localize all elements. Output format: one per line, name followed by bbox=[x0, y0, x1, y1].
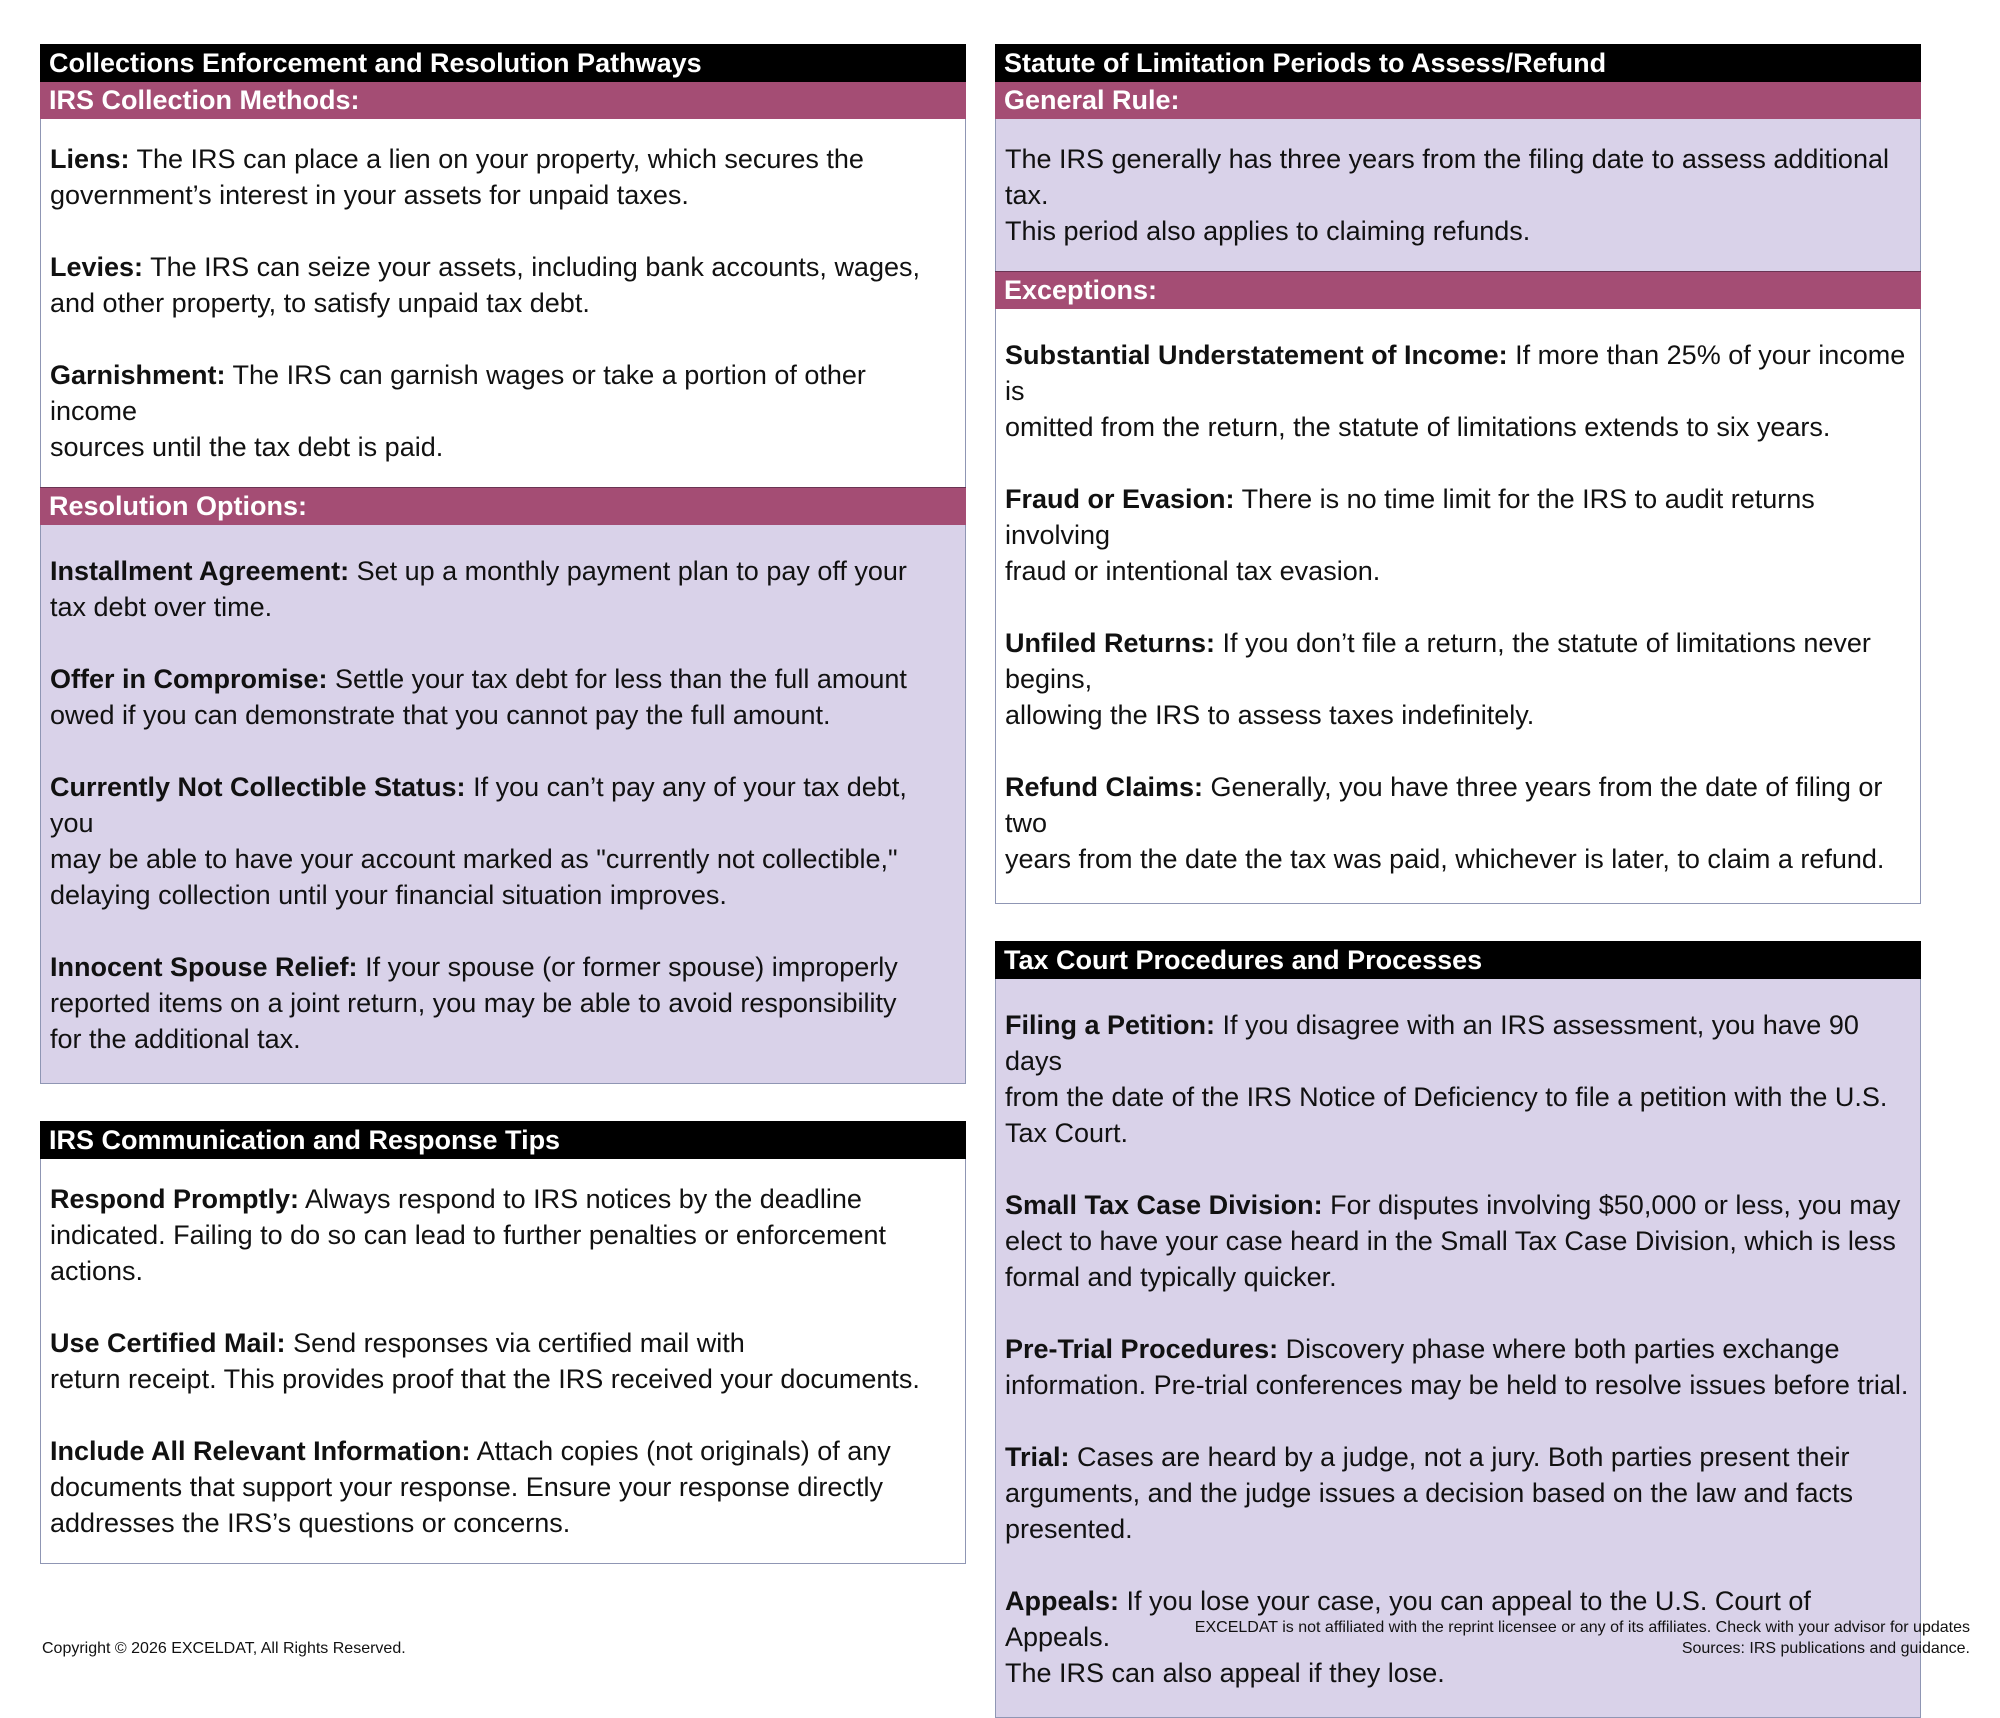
entry-text: If your spouse (or former spouse) improperly reported items on a joint return, you may be able to avoid responsibility for the additional tax. bbox=[50, 952, 898, 1054]
exception-item bbox=[1005, 769, 1911, 877]
general-rule-text: The IRS generally has three years from the filing date to assess additional tax. This period also applies to claiming refunds. bbox=[1005, 144, 1889, 246]
resolution-option-item bbox=[50, 553, 956, 625]
entry-text: Set up a monthly payment plan to pay off your tax debt over time. bbox=[50, 556, 907, 622]
entry-term: Pre-Trial Procedures: bbox=[1005, 1334, 1279, 1364]
collection-method-item bbox=[50, 357, 956, 465]
entry-term: Currently Not Collectible Status: bbox=[50, 772, 466, 802]
entry-term: Fraud or Evasion: bbox=[1005, 484, 1235, 514]
entry-text: If you can’t pay any of your tax debt, you may be able to have your account marked as "currently not collectible," delaying collection until your financial situation improves. bbox=[50, 772, 907, 910]
tax-court-item bbox=[1005, 1439, 1911, 1547]
entry-term: Respond Promptly: bbox=[50, 1184, 300, 1214]
entry-term: Small Tax Case Division: bbox=[1005, 1190, 1323, 1220]
entry-text: Always respond to IRS notices by the deadline indicated. Failing to do so can lead to further penalties or enforcement actions. bbox=[50, 1184, 886, 1286]
tax-court-item bbox=[1005, 1331, 1911, 1403]
tax-court-title: Tax Court Procedures and Processes bbox=[995, 941, 1921, 979]
collection-methods-heading: IRS Collection Methods: bbox=[40, 82, 966, 119]
entry-text: Settle your tax debt for less than the full amount owed if you can demonstrate that you cannot pay the full amount. bbox=[50, 664, 907, 730]
collections-card bbox=[40, 44, 966, 1084]
entry-term: Offer in Compromise: bbox=[50, 664, 328, 694]
entry-term: Installment Agreement: bbox=[50, 556, 350, 586]
entry-term: Substantial Understatement of Income: bbox=[1005, 340, 1508, 370]
tax-court-card bbox=[995, 941, 1921, 1718]
communication-title: IRS Communication and Response Tips bbox=[40, 1121, 966, 1159]
exceptions-list bbox=[996, 309, 1920, 903]
resolution-option-item bbox=[50, 949, 956, 1057]
sources-text: Sources: IRS publications and guidance. bbox=[1681, 1640, 1970, 1657]
entry-text: The IRS can place a lien on your property, which secures the government’s interest in your assets for unpaid taxes. bbox=[50, 144, 864, 210]
entry-text: The IRS can seize your assets, including bank accounts, wages, and other property, to satisfy unpaid tax debt. bbox=[50, 252, 920, 318]
entry-term: Use Certified Mail: bbox=[50, 1328, 286, 1358]
communication-card bbox=[40, 1121, 966, 1564]
communication-tip-item bbox=[50, 1433, 956, 1541]
entry-text: The IRS can garnish wages or take a portion of other income sources until the tax debt is paid. bbox=[50, 360, 866, 462]
communication-tips-list bbox=[41, 1159, 965, 1563]
entry-term: Include All Relevant Information: bbox=[50, 1436, 471, 1466]
entry-text: Attach copies (not originals) of any documents that support your response. Ensure your response directly addresses the IRS’s questions or concerns. bbox=[50, 1436, 891, 1538]
exception-item bbox=[1005, 625, 1911, 733]
exception-item bbox=[1005, 481, 1911, 589]
resolution-options-list bbox=[41, 525, 965, 1083]
collection-method-item bbox=[50, 141, 956, 213]
exceptions-heading: Exceptions: bbox=[995, 271, 1921, 309]
resolution-option-item bbox=[50, 661, 956, 733]
right-column bbox=[995, 44, 1921, 1718]
copyright-notice: Copyright © 2026 EXCELDAT, All Rights Reserved. bbox=[42, 1640, 406, 1657]
entry-term: Innocent Spouse Relief: bbox=[50, 952, 358, 982]
entry-text: Cases are heard by a judge, not a jury. Both parties present their arguments, and the judge issues a decision based on the law and facts presented. bbox=[1005, 1442, 1854, 1544]
footer-disclaimer bbox=[1195, 1617, 1970, 1659]
entry-text: If you don’t file a return, the statute of limitations never begins, allowing the IRS to assess taxes indefinitely. bbox=[1005, 628, 1871, 730]
entry-text: There is no time limit for the IRS to audit returns involving fraud or intentional tax evasion. bbox=[1005, 484, 1815, 586]
entry-text: If more than 25% of your income is omitted from the return, the statute of limitations extends to six years. bbox=[1005, 340, 1906, 442]
resolution-option-item bbox=[50, 769, 956, 913]
entry-term: Refund Claims: bbox=[1005, 772, 1204, 802]
disclaimer-text: EXCELDAT is not affiliated with the reprint licensee or any of its affiliates. Check with your advisor for updates bbox=[1194, 1619, 1970, 1636]
left-column bbox=[40, 44, 966, 1564]
collections-title: Collections Enforcement and Resolution Pathways bbox=[40, 44, 966, 82]
statute-title: Statute of Limitation Periods to Assess/Refund bbox=[995, 44, 1921, 82]
statute-card bbox=[995, 44, 1921, 904]
tax-court-item bbox=[1005, 1007, 1911, 1151]
communication-tip-item bbox=[50, 1325, 956, 1397]
exception-item bbox=[1005, 337, 1911, 445]
general-rule-body bbox=[996, 119, 1920, 271]
entry-text: Generally, you have three years from the date of filing or two years from the date the tax was paid, whichever is later, to claim a refund. bbox=[1005, 772, 1885, 874]
entry-term: Unfiled Returns: bbox=[1005, 628, 1216, 658]
entry-term: Liens: bbox=[50, 144, 130, 174]
communication-tip-item bbox=[50, 1181, 956, 1289]
entry-text: For disputes involving $50,000 or less, you may elect to have your case heard in the Small Tax Case Division, which is less formal and typically quicker. bbox=[1005, 1190, 1901, 1292]
entry-term: Levies: bbox=[50, 252, 144, 282]
entry-text: If you lose your case, you can appeal to the U.S. Court of Appeals. The IRS can also appeal if they lose. bbox=[1005, 1586, 1811, 1688]
entry-text: Discovery phase where both parties exchange information. Pre-trial conferences may be held to resolve issues before trial. bbox=[1005, 1334, 1909, 1400]
resolution-options-heading: Resolution Options: bbox=[40, 487, 966, 525]
entry-text: Send responses via certified mail with return receipt. This provides proof that the IRS received your documents. bbox=[50, 1328, 920, 1394]
entry-text: If you disagree with an IRS assessment, you have 90 days from the date of the IRS Notice of Deficiency to file a petition with the U.S. Tax Court. bbox=[1005, 1010, 1888, 1148]
entry-term: Trial: bbox=[1005, 1442, 1070, 1472]
entry-term: Appeals: bbox=[1005, 1586, 1120, 1616]
entry-term: Filing a Petition: bbox=[1005, 1010, 1215, 1040]
entry-term: Garnishment: bbox=[50, 360, 226, 390]
general-rule-heading: General Rule: bbox=[995, 82, 1921, 119]
collection-method-item bbox=[50, 249, 956, 321]
tax-court-item bbox=[1005, 1187, 1911, 1295]
tax-court-list bbox=[996, 979, 1920, 1717]
collection-methods-list bbox=[41, 119, 965, 487]
